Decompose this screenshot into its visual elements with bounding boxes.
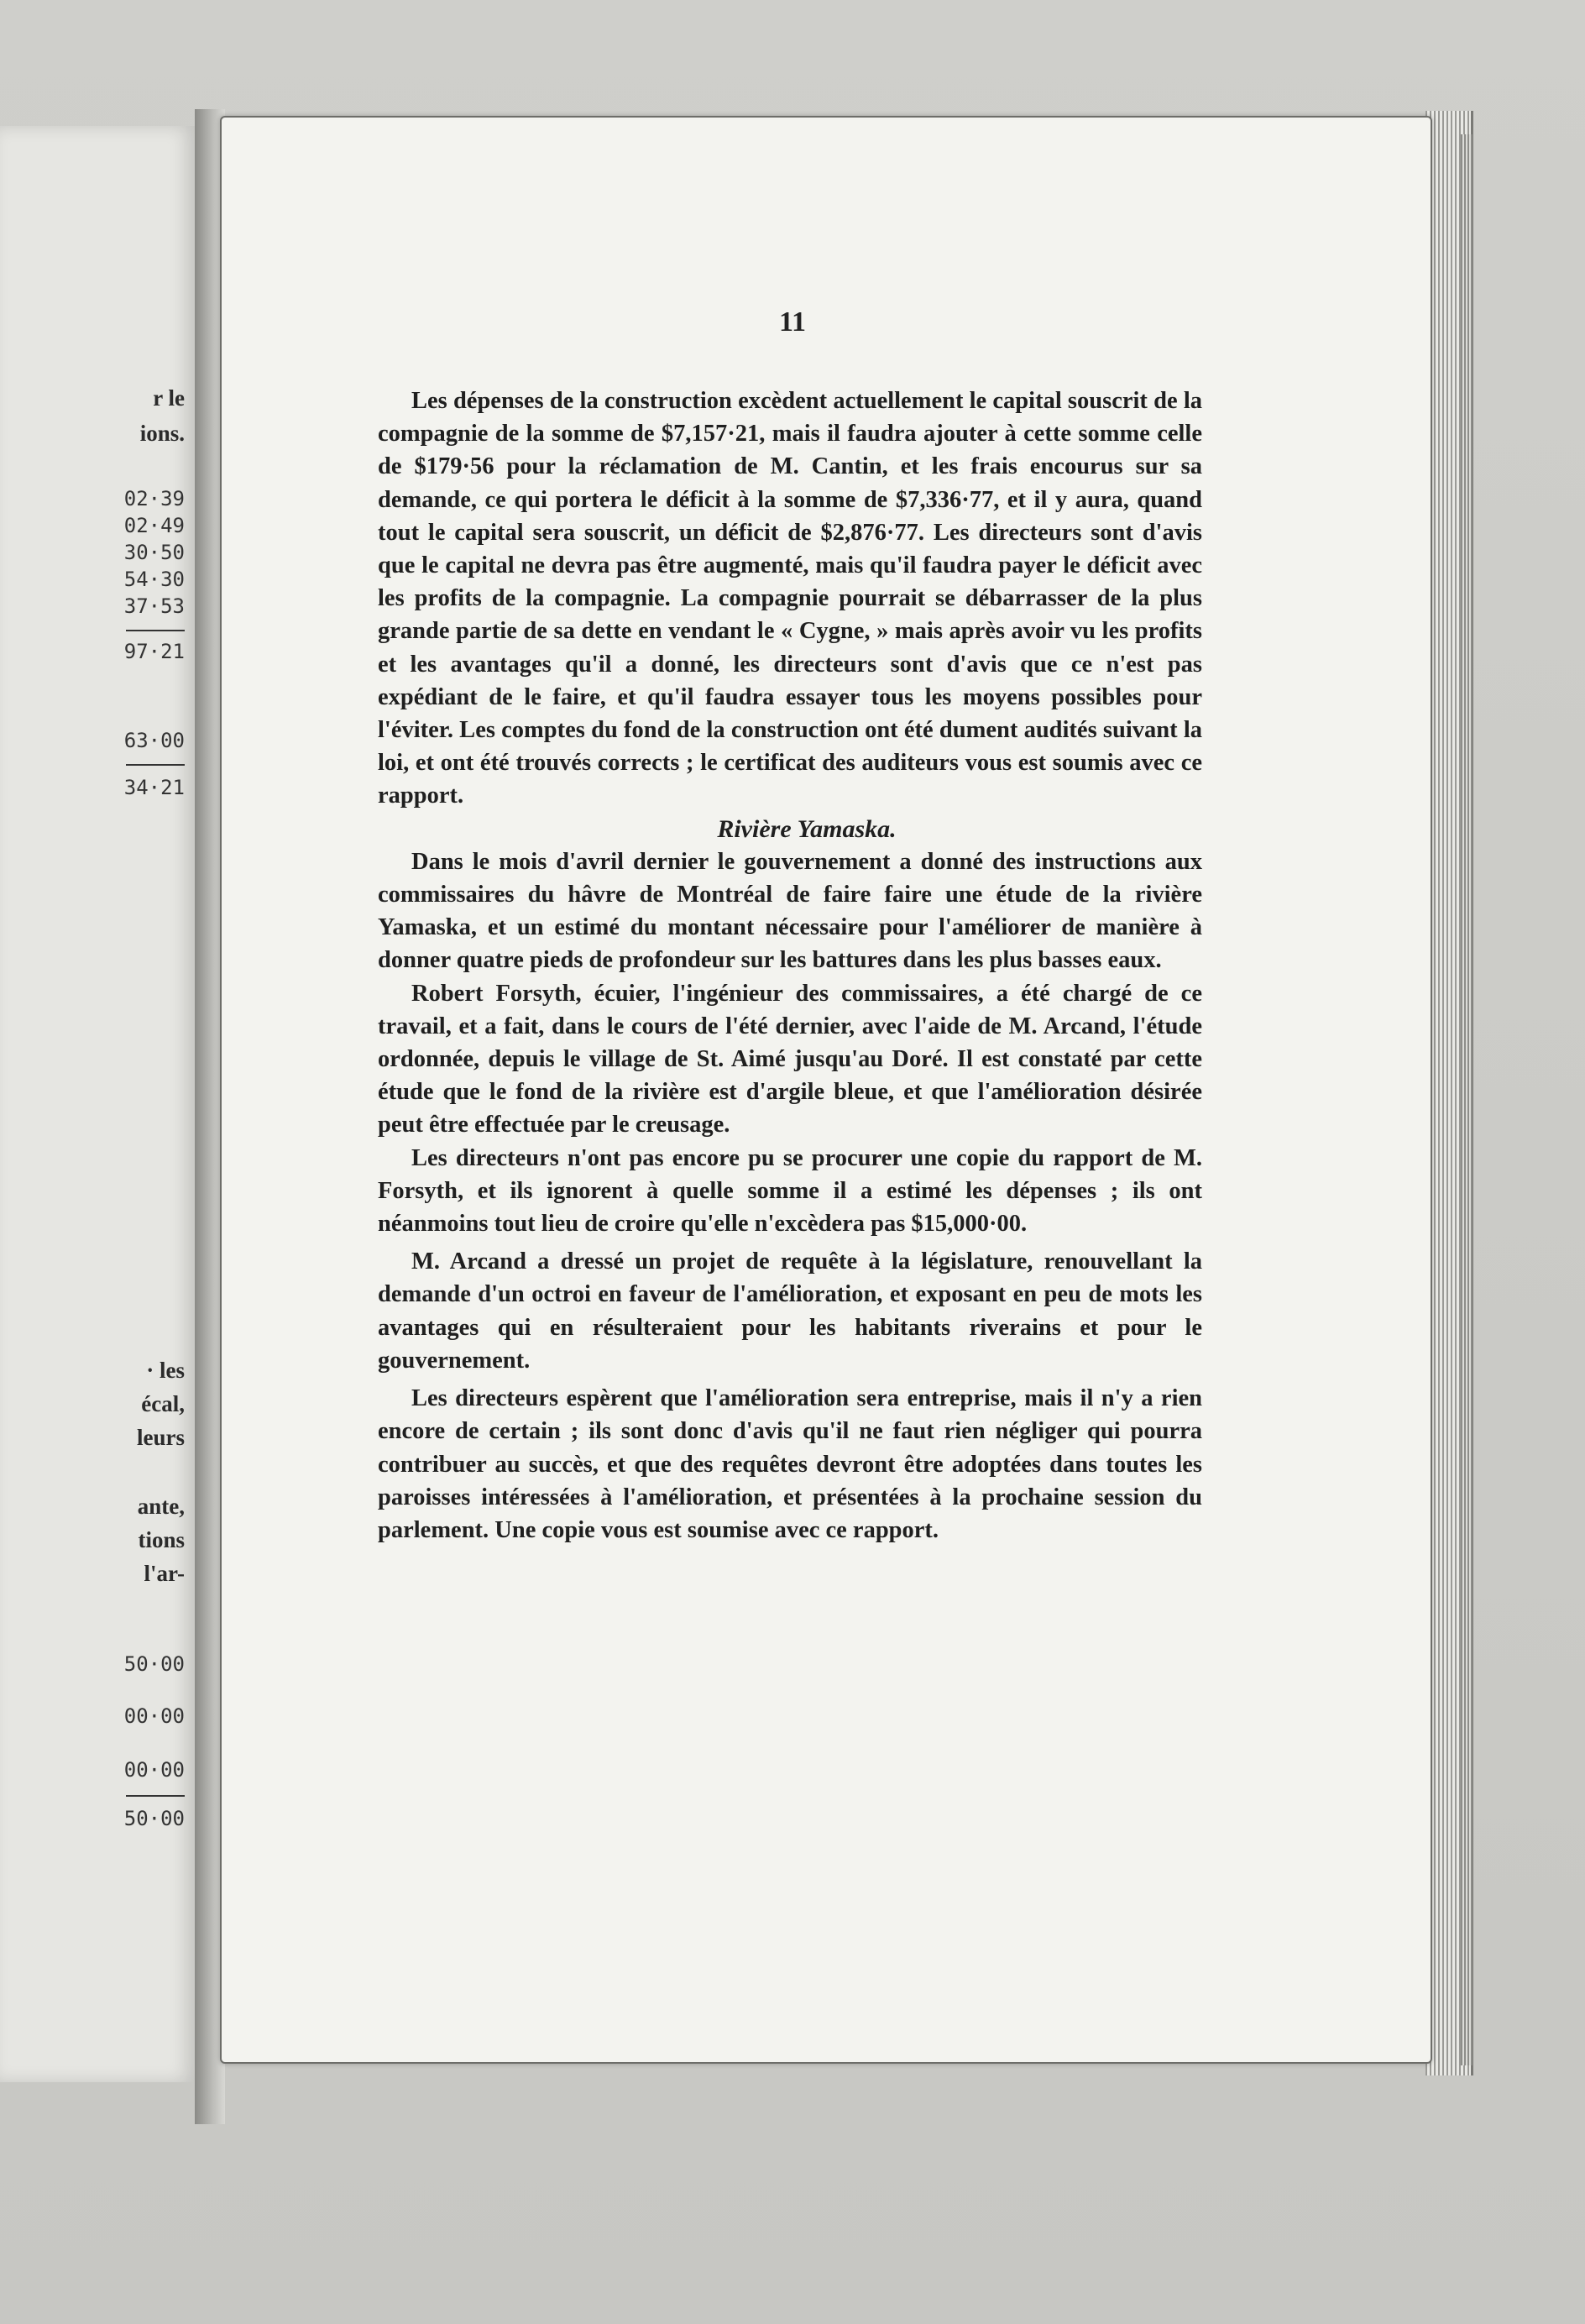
left-text-fragment: écal, (141, 1391, 185, 1416)
paragraph: M. Arcand a dressé un projet de requête à la législature, renouvellant la demande d'un octroi en faveur de l'amélioration, et exposant en peu de mots les avantages qui en résulteraient pour les habitants riverains et pour le gouvernement. (378, 1248, 1202, 1374)
left-text-fragment: · les (146, 1358, 185, 1383)
left-text-fragment: r le (153, 385, 185, 411)
left-text-fragment: ions. (139, 421, 185, 446)
paragraph: Robert Forsyth, écuier, l'ingénieur des commissaires, a été chargé de ce travail, et a fait, dans le cours de l'été dernier, avec l'aide de M. Arcand, l'étude ordonnée, depuis le village de St. Aimé jusqu'au Doré. Il est constaté par cette étude que le fond de la rivière est d'argile bleue, et que l'amélioration désirée peut être effectuée par le creusage. (378, 980, 1202, 1138)
left-number: 02·49 (123, 514, 185, 537)
left-text-fragment: ante, (137, 1494, 185, 1519)
left-number: 50·00 (123, 1807, 185, 1830)
paragraph: Dans le mois d'avril dernier le gouvernement a donné des instructions aux commissaires du hâvre de Montréal de faire faire une étude de la rivière Yamaska, et un estimé du montant nécessaire pour l'améliorer de manière à donner quatre pieds de profondeur sur les battures dans les plus basses eaux. (378, 848, 1202, 974)
left-page-fragment (0, 126, 195, 2082)
section-heading: Rivière Yamaska. (717, 814, 897, 843)
left-rule (126, 1795, 185, 1797)
page-number: 11 (778, 306, 807, 338)
left-text-fragment: l'ar- (144, 1561, 185, 1586)
page-body (378, 385, 1202, 1547)
left-number: 54·30 (123, 568, 185, 591)
left-number: 00·00 (123, 1758, 185, 1782)
paragraph: Les directeurs n'ont pas encore pu se procurer une copie du rapport de M. Forsyth, et ils ignorent à quelle somme il a estimé les dépenses ; ils ont néanmoins tout lieu de croire qu'elle n'excèdera pas $15,000·00. (378, 1144, 1202, 1238)
left-number: 02·39 (123, 487, 185, 510)
left-number: 30·50 (123, 541, 185, 564)
left-number: 97·21 (123, 640, 185, 663)
page-edges-back (1461, 134, 1473, 2065)
left-number: 34·21 (123, 776, 185, 799)
left-number: 00·00 (123, 1704, 185, 1728)
left-text-fragment: tions (138, 1527, 185, 1552)
left-text-fragment: leurs (137, 1425, 185, 1450)
left-rule (126, 630, 185, 631)
left-number: 50·00 (123, 1652, 185, 1676)
paragraph: Les dépenses de la construction excèdent actuellement le capital souscrit de la compagnie de la somme de $7,157·21, mais il faudra ajouter à cette somme celle de $179·56 pour la réclamation de M. Cantin, et les frais encourus sur sa demande, ce qui portera le déficit à la somme de $7,336·77, et il y aura, quand tout le capital sera souscrit, un déficit de $2,876·77. Les directeurs sont d'avis que le capital ne devra pas être augmenté, mais qu'il faudra payer le déficit avec les profits de la compagnie. La compagnie pourrait se débarrasser de la plus grande partie de sa dette en vendant le « Cygne, » mais après avoir vu les profits et les avantages qu'il a donné, les directeurs sont d'avis que ce n'est pas expédiant de le faire, et qu'il faudra essayer tous les moyens possibles pour l'éviter. Les comptes du fond de la construction ont été dument audités suivant la loi, et ont été trouvés corrects ; le certificat des auditeurs vous est soumis avec ce rapport. (378, 388, 1202, 809)
left-rule (126, 764, 185, 766)
left-number: 63·00 (123, 729, 185, 752)
paragraph: Les directeurs espèrent que l'amélioration sera entreprise, mais il n'y a rien encore de certain ; ils sont donc d'avis qu'il ne faut rien négliger qui pourra contribuer au succès, et que des requêtes devront être adoptées dans toutes les paroisses intéressées à l'amélioration, et présentées à la prochaine session du parlement. Une copie vous est soumise avec ce rapport. (378, 1385, 1202, 1543)
left-number: 37·53 (123, 594, 185, 618)
